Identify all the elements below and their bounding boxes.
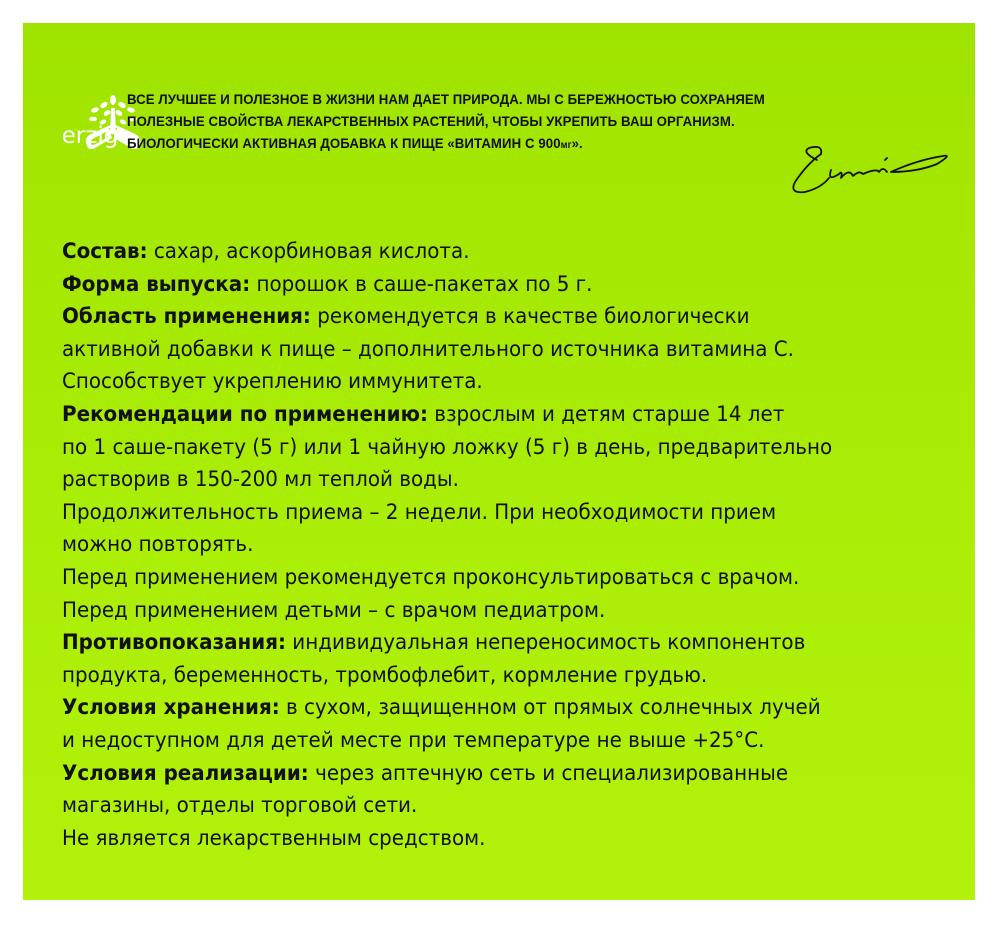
body-line: растворив в 150-200 мл теплой воды. bbox=[62, 467, 459, 493]
brand-name: erzig bbox=[61, 123, 119, 149]
usage-recommendations-value: взрослым и детям старше 14 лет bbox=[427, 401, 785, 427]
composition-value: сахар, аскорбиновая кислота. bbox=[147, 239, 470, 264]
body-line: и недоступном для детей месте при температуре не выше +25°С. bbox=[62, 727, 765, 753]
package-panel bbox=[23, 23, 975, 900]
body-line: магазины, отделы торговой сети. bbox=[62, 793, 418, 819]
application-area-value: рекомендуется в качестве биологически bbox=[310, 304, 750, 330]
body-line: Способствует укреплению иммунитета. bbox=[62, 369, 483, 395]
storage-conditions-line bbox=[62, 692, 950, 725]
tagline-line bbox=[127, 133, 834, 157]
tagline bbox=[127, 89, 834, 157]
application-area-label: Область применения: bbox=[62, 304, 311, 330]
composition-label: Состав: bbox=[62, 239, 148, 264]
body-line: Продолжительность приема – 2 недели. При необходимости прием bbox=[62, 499, 777, 525]
body-line: активной добавки к пище – дополнительного источника витамина С. bbox=[62, 336, 794, 362]
body-line: можно повторять. bbox=[62, 532, 254, 558]
sale-conditions-value: через аптечную сеть и специализированные bbox=[308, 760, 789, 786]
contraindications-line bbox=[62, 627, 950, 660]
body-line: по 1 саше-пакету (5 г) или 1 чайную ложку (5 г) в день, предварительно bbox=[62, 434, 833, 460]
body-line: Перед применением детьми – с врачом педиатром. bbox=[62, 597, 606, 623]
contraindications-value: индивидуальная непереносимость компонентов bbox=[285, 630, 806, 656]
usage-recommendations-label: Рекомендации по применению: bbox=[62, 401, 428, 427]
usage-recommendations-line bbox=[62, 399, 950, 432]
storage-conditions-value: в сухом, защищенном от прямых солнечных лучей bbox=[279, 695, 821, 721]
tagline-text: БИОЛОГИЧЕСКИ АКТИВНАЯ ДОБАВКА К ПИЩЕ «ВИТАМИН С 900 bbox=[127, 136, 561, 152]
unit-text: мг bbox=[560, 140, 572, 151]
tagline-end: ». bbox=[571, 136, 583, 152]
product-description bbox=[62, 236, 950, 855]
application-area-line bbox=[62, 301, 950, 334]
release-form-value: порошок в саше-пакетах по 5 г. bbox=[250, 271, 593, 297]
body-line: продукта, беременность, тромбофлебит, кормление грудью. bbox=[62, 662, 708, 688]
signature-icon bbox=[787, 142, 957, 202]
disclaimer-line: Не является лекарственным средством. bbox=[62, 825, 486, 851]
body-line: Перед применением рекомендуется проконсультироваться с врачом. bbox=[62, 564, 800, 590]
contraindications-label: Противопоказания: bbox=[62, 630, 286, 656]
tagline-line: ПОЛЕЗНЫЕ СВОЙСТВА ЛЕКАРСТВЕННЫХ РАСТЕНИЙ, ЧТОБЫ УКРЕПИТЬ ВАШ ОРГАНИЗМ. bbox=[127, 114, 735, 130]
composition-line bbox=[62, 236, 950, 269]
sale-conditions-line bbox=[62, 758, 950, 791]
tagline-line: ВСЕ ЛУЧШЕЕ И ПОЛЕЗНОЕ В ЖИЗНИ НАМ ДАЕТ ПРИРОДА. МЫ С БЕРЕЖНОСТЬЮ СОХРАНЯЕМ bbox=[127, 92, 765, 108]
release-form-label: Форма выпуска: bbox=[62, 271, 251, 297]
sale-conditions-label: Условия реализации: bbox=[62, 760, 309, 786]
release-form-line bbox=[62, 269, 950, 302]
storage-conditions-label: Условия хранения: bbox=[62, 695, 280, 721]
